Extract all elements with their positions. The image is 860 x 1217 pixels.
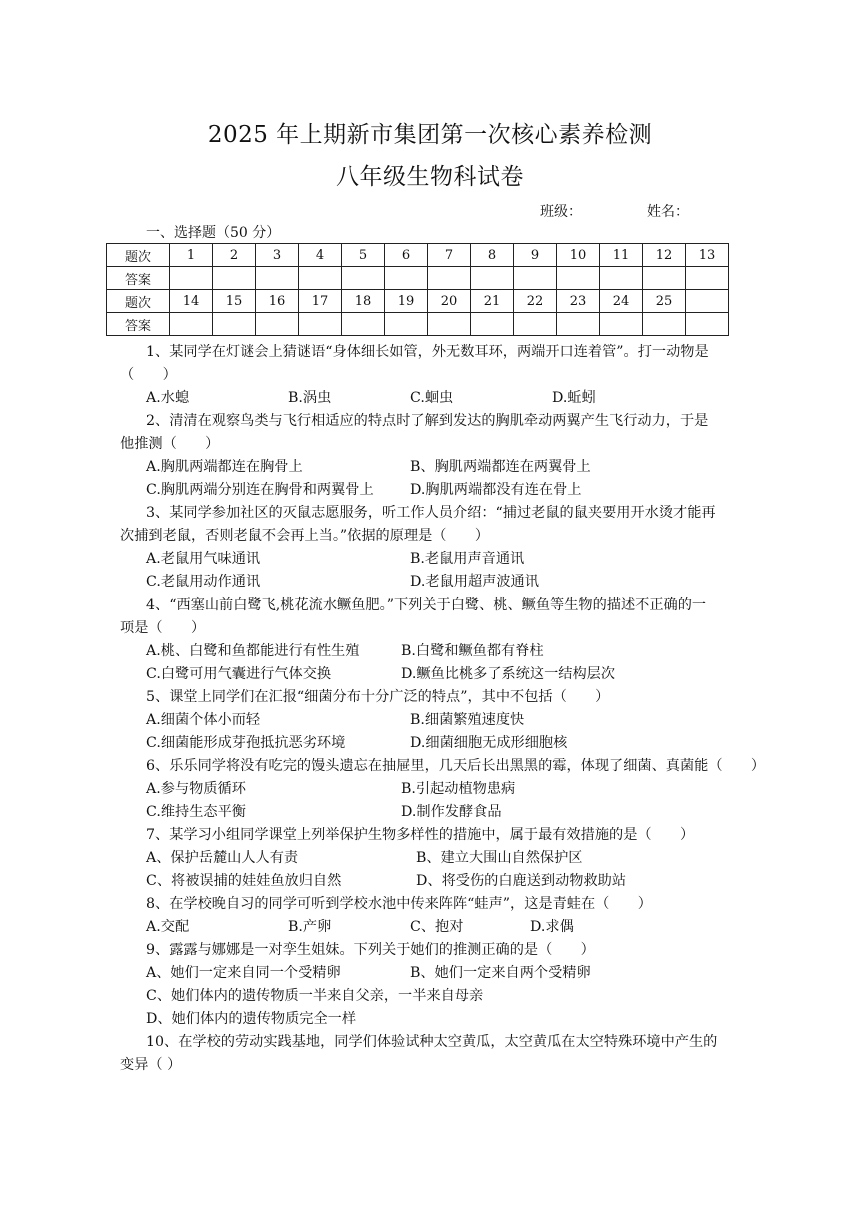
option-b[interactable]: B、建立大围山自然保护区	[416, 850, 583, 866]
table-cell: 11	[600, 244, 643, 267]
option-a[interactable]: A.参与物质循环	[146, 781, 246, 797]
option-a[interactable]: A、她们一定来自同一个受精卵	[146, 965, 341, 981]
answer-cell[interactable]	[256, 313, 299, 336]
name-label: 姓名：	[647, 204, 689, 220]
question-10-text: 10、在学校的劳动实践基地，同学们体验试种太空黄瓜，太空黄瓜在太空特殊环境中产生的	[146, 1034, 718, 1050]
question-5-text: 5、课堂上同学们在汇报“细菌分布十分广泛的特点”，其中不包括（ ）	[146, 689, 610, 705]
table-cell: 题次	[107, 290, 170, 313]
option-c[interactable]: C.胸肌两端分别连在胸骨和两翼骨上	[146, 482, 374, 498]
option-a[interactable]: A.交配	[146, 919, 190, 935]
question-4-text: 4、“西塞山前白鹭飞,桃花流水鳜鱼肥。”下列关于白鹭、桃、鳜鱼等生物的描述不正确的一	[146, 597, 707, 613]
question-3-text: 3、某同学参加社区的灭鼠志愿服务，听工作人员介绍：“捕过老鼠的鼠夹要用开水烫才能再	[146, 505, 716, 521]
option-c[interactable]: C.维持生态平衡	[146, 804, 246, 820]
table-cell: 20	[428, 290, 471, 313]
answer-cell[interactable]	[557, 267, 600, 290]
table-cell: 13	[686, 244, 729, 267]
answer-cell[interactable]	[385, 313, 428, 336]
answer-cell[interactable]	[471, 313, 514, 336]
table-cell: 23	[557, 290, 600, 313]
answer-cell[interactable]	[428, 313, 471, 336]
question-3-text-cont: 次捕到老鼠，否则老鼠不会再上当。”依据的原理是（ ）	[120, 528, 490, 544]
option-d[interactable]: D.蚯蚓	[552, 390, 596, 406]
answer-cell[interactable]	[170, 267, 213, 290]
option-d[interactable]: D.老鼠用超声波通讯	[410, 574, 539, 590]
answer-cell[interactable]	[342, 267, 385, 290]
option-c[interactable]: C、抱对	[410, 919, 464, 935]
option-d[interactable]: D.求偶	[530, 919, 574, 935]
option-b[interactable]: B.引起动植物患病	[401, 781, 516, 797]
option-c[interactable]: C、她们体内的遗传物质一半来自父亲，一半来自母亲	[146, 988, 484, 1004]
table-cell: 12	[643, 244, 686, 267]
table-row	[107, 313, 729, 336]
answer-cell[interactable]	[299, 313, 342, 336]
answer-cell[interactable]	[643, 267, 686, 290]
option-c[interactable]: C.蛔虫	[410, 390, 454, 406]
answer-cell[interactable]	[299, 267, 342, 290]
option-a[interactable]: A.水螅	[146, 390, 190, 406]
table-cell: 8	[471, 244, 514, 267]
question-2-text-cont: 他推测（ ）	[120, 436, 220, 452]
question-2-text: 2、清清在观察鸟类与飞行相适应的特点时了解到发达的胸肌牵动两翼产生飞行动力，于是	[146, 413, 709, 429]
question-9-text: 9、露露与娜娜是一对孪生姐妹。下列关于她们的推测正确的是（ ）	[146, 942, 595, 958]
option-d[interactable]: D.制作发酵食品	[401, 804, 502, 820]
answer-cell[interactable]	[213, 313, 256, 336]
option-b[interactable]: B.产卵	[288, 919, 332, 935]
option-b[interactable]: B、胸肌两端都连在两翼骨上	[410, 459, 591, 475]
table-cell: 2	[213, 244, 256, 267]
option-a[interactable]: A、保护岳麓山人人有责	[146, 850, 299, 866]
exam-subtitle: 八年级生物科试卷	[336, 164, 524, 190]
answer-cell[interactable]	[213, 267, 256, 290]
table-cell: 6	[385, 244, 428, 267]
table-row	[107, 267, 729, 290]
answer-cell[interactable]	[643, 313, 686, 336]
answer-cell[interactable]	[514, 267, 557, 290]
option-b[interactable]: B.细菌繁殖速度快	[410, 712, 525, 728]
class-label: 班级：	[540, 204, 582, 220]
table-row	[107, 244, 729, 267]
table-cell: 1	[170, 244, 213, 267]
answer-cell[interactable]	[256, 267, 299, 290]
question-10-text-cont: 变异（ ）	[120, 1057, 182, 1073]
option-a[interactable]: A.胸肌两端都连在胸骨上	[146, 459, 303, 475]
answer-cell[interactable]	[600, 267, 643, 290]
table-cell: 7	[428, 244, 471, 267]
option-b[interactable]: B.涡虫	[288, 390, 332, 406]
table-cell: 16	[256, 290, 299, 313]
answer-cell[interactable]	[514, 313, 557, 336]
option-c[interactable]: C.细菌能形成芽孢抵抗恶劣环境	[146, 735, 346, 751]
option-c[interactable]: C.老鼠用动作通讯	[146, 574, 261, 590]
answer-cell[interactable]	[342, 313, 385, 336]
table-cell: 25	[643, 290, 686, 313]
table-cell: 15	[213, 290, 256, 313]
question-8-text: 8、在学校晚自习的同学可听到学校水池中传来阵阵“蛙声”，这是青蛙在（ ）	[146, 896, 652, 912]
question-6-text: 6、乐乐同学将没有吃完的馒头遗忘在抽屉里，几天后长出黑黑的霉，体现了细菌、真菌能（ ）	[146, 758, 766, 774]
option-b[interactable]: B.老鼠用声音通讯	[410, 551, 525, 567]
option-b[interactable]: B.白鹭和鳜鱼都有脊柱	[401, 643, 544, 659]
table-cell: 5	[342, 244, 385, 267]
answer-cell[interactable]	[600, 313, 643, 336]
table-cell: 17	[299, 290, 342, 313]
option-d[interactable]: D、她们体内的遗传物质完全一样	[146, 1011, 357, 1027]
answer-cell[interactable]	[385, 267, 428, 290]
option-a[interactable]: A.桃、白鹭和鱼都能进行有性生殖	[146, 643, 360, 659]
table-row	[107, 290, 729, 313]
table-cell: 答案	[107, 313, 170, 336]
table-cell: 10	[557, 244, 600, 267]
question-4-text-cont: 项是（ ）	[120, 620, 206, 636]
table-cell: 答案	[107, 267, 170, 290]
table-cell: 24	[600, 290, 643, 313]
question-1-text-cont: （ ）	[120, 367, 177, 383]
answer-cell[interactable]	[686, 313, 729, 336]
table-cell: 题次	[107, 244, 170, 267]
option-d[interactable]: D.细菌细胞无成形细胞核	[410, 735, 568, 751]
option-c[interactable]: C.白鹭可用气囊进行气体交换	[146, 666, 332, 682]
section-heading: 一、选择题（50 分）	[146, 225, 281, 241]
option-b[interactable]: B、她们一定来自两个受精卵	[410, 965, 591, 981]
option-a[interactable]: A.老鼠用气味通讯	[146, 551, 261, 567]
answer-cell[interactable]	[557, 313, 600, 336]
answer-cell[interactable]	[170, 313, 213, 336]
answer-cell[interactable]	[471, 267, 514, 290]
option-d[interactable]: D、将受伤的白鹿送到动物救助站	[416, 873, 627, 889]
answer-cell[interactable]	[428, 267, 471, 290]
option-a[interactable]: A.细菌个体小而轻	[146, 712, 261, 728]
table-cell: 19	[385, 290, 428, 313]
answer-cell[interactable]	[686, 267, 729, 290]
question-1-text: 1、某同学在灯谜会上猜谜语“身体细长如管，外无数耳环，两端开口连着管”。打一动物是	[146, 344, 709, 360]
option-d[interactable]: D.胸肌两端都没有连在骨上	[410, 482, 582, 498]
table-cell: 22	[514, 290, 557, 313]
table-cell: 18	[342, 290, 385, 313]
table-cell: 14	[170, 290, 213, 313]
table-cell	[686, 290, 729, 313]
table-cell: 3	[256, 244, 299, 267]
option-d[interactable]: D.鳜鱼比桃多了系统这一结构层次	[401, 666, 616, 682]
table-cell: 4	[299, 244, 342, 267]
table-cell: 9	[514, 244, 557, 267]
question-7-text: 7、某学习小组同学课堂上列举保护生物多样性的措施中，属于最有效措施的是（ ）	[146, 827, 695, 843]
answer-table	[106, 243, 729, 336]
option-c[interactable]: C、将被误捕的娃娃鱼放归自然	[146, 873, 342, 889]
table-cell: 21	[471, 290, 514, 313]
exam-title: 2025 年上期新市集团第一次核心素养检测	[207, 122, 653, 148]
